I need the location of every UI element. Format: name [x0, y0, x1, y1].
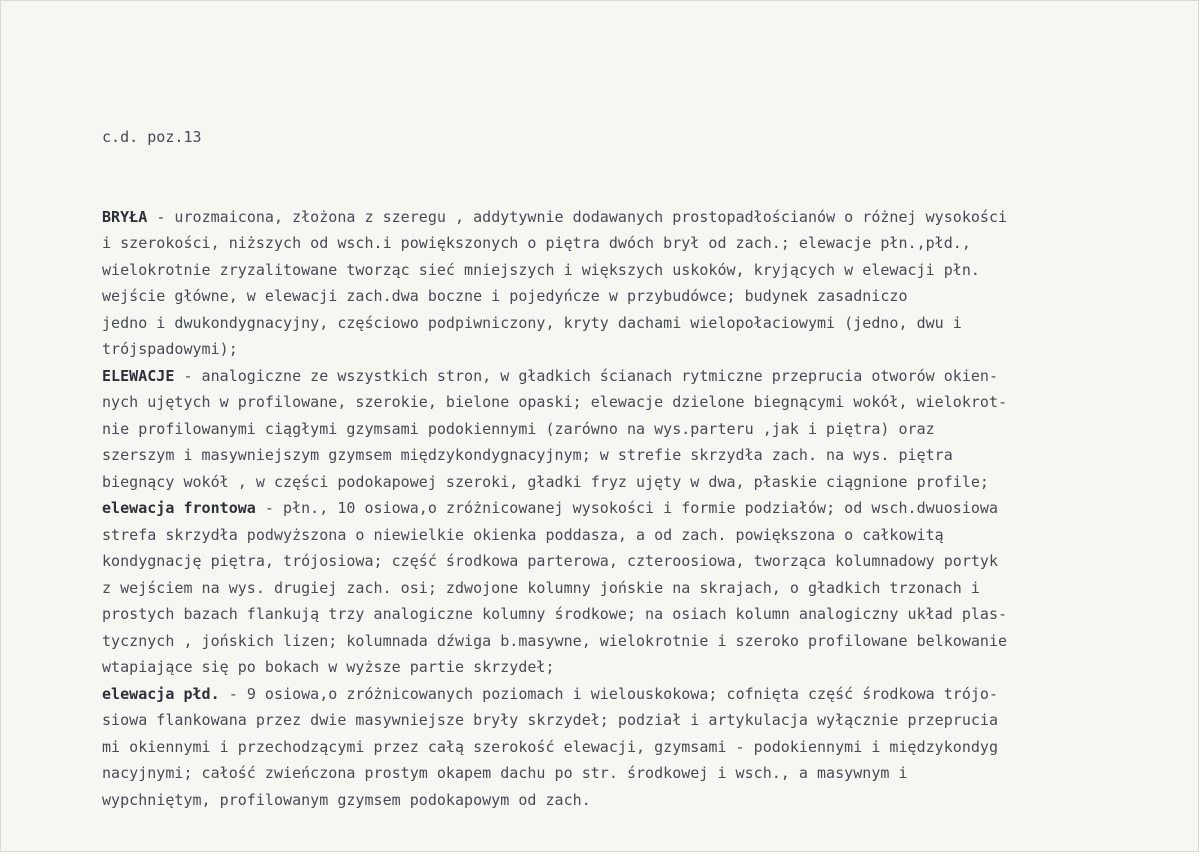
- section-heading: elewacja płd.: [102, 684, 220, 703]
- text-line: [102, 707, 1162, 734]
- line-text: mi okiennymi i przechodzącymi przez całą szerokość elewacji, gzymsami - podokiennymi i międzykondyg: [102, 737, 999, 756]
- text-line: [102, 654, 1162, 681]
- text-line: [102, 548, 1162, 575]
- text-line: [102, 204, 1162, 231]
- text-line: [102, 760, 1162, 787]
- line-text: wypchniętym, profilowanym gzymsem podokapowym od zach.: [102, 790, 591, 809]
- text-line: [102, 310, 1162, 337]
- text-line: [102, 787, 1162, 814]
- line-text: z wejściem na wys. drugiej zach. osi; zdwojone kolumny jońskie na skrajach, o gładkich trzonach i: [102, 578, 980, 597]
- line-text: nacyjnymi; całość zwieńczona prostym okapem dachu po str. środkowej i wsch., a masywnym i: [102, 764, 908, 782]
- text-line: [102, 601, 1162, 628]
- text-line: [102, 363, 1162, 390]
- line-text: trójspadowymi);: [102, 340, 238, 358]
- line-text: biegnący wokół , w części podokapowej szeroki, gładki fryz ujęty w dwa, płaskie ciągnione profile;: [102, 472, 989, 491]
- line-text: nie profilowanymi ciągłymi gzymsami podokiennymi (zarówno na wys.parteru ,jak i piętra) oraz: [102, 419, 935, 438]
- text-line: [102, 681, 1162, 708]
- text-line: [102, 257, 1162, 284]
- text-line: [102, 734, 1162, 761]
- line-text: - urozmaicona, złożona z szeregu , addytywnie dodawanych prostopadłościanów o różnej wysokości: [147, 207, 1008, 226]
- text-line: [102, 389, 1162, 416]
- line-text: wejście główne, w elewacji zach.dwa boczne i pojedyńcze w przybudówce; budynek zasadniczo: [102, 287, 908, 305]
- text-line: [102, 628, 1162, 655]
- text-line: [102, 469, 1162, 496]
- line-text: wielokrotnie zryzalitowane tworząc sieć mniejszych i większych uskoków, kryjących w elewacji płn.: [102, 260, 980, 279]
- text-line: [102, 416, 1162, 443]
- section-heading: elewacja frontowa: [102, 499, 256, 517]
- line-text: nych ujętych w profilowane, szerokie, bielone opaski; elewacje dzielone biegnącymi wokół, wielokrot-: [102, 393, 1008, 411]
- section-heading: BRYŁA: [102, 207, 148, 226]
- line-text: kondygnację piętra, trójosiowa; część środkowa parterowa, czteroosiowa, tworząca kolumnadowy portyk: [102, 552, 999, 570]
- text-line: [102, 336, 1162, 363]
- text-line: [102, 575, 1162, 602]
- line-text: prostych bazach flankują trzy analogiczne kolumny środkowe; na osiach kolumn analogiczny układ plas-: [102, 605, 1008, 623]
- line-text: strefa skrzydła podwyższona o niewielkie okienka poddasza, a od zach. powiększona o całkowitą: [102, 525, 944, 544]
- continuation-header: c.d. poz.13: [102, 128, 202, 146]
- line-text: - 9 osiowa,o zróżnicowanych poziomach i wielouskokowa; cofnięta część środkowa trójo-: [219, 684, 999, 703]
- line-text: jedno i dwukondygnacyjny, częściowo podpiwniczony, kryty dachami wielopołaciowymi (jedno, dwu i: [102, 313, 962, 332]
- section-heading: ELEWACJE: [102, 366, 175, 385]
- text-line: [102, 442, 1162, 469]
- line-text: siowa flankowana przez dwie masywniejsze bryły skrzydeł; podział i artykulacja wyłącznie przeprucia: [102, 711, 999, 729]
- text-line: [102, 522, 1162, 549]
- line-text: - płn., 10 osiowa,o zróżnicowanej wysokości i formie podziałów; od wsch.dwuosiowa: [255, 499, 999, 517]
- line-text: i szerokości, niższych od wsch.i powiększonych o piętra dwóch brył od zach.; elewacje płn.,płd.,: [102, 234, 971, 252]
- line-text: - analogiczne ze wszystkich stron, w gładkich ścianach rytmiczne przeprucia otworów okien-: [174, 366, 999, 385]
- line-text: tycznych , jońskich lizen; kolumnada dźwiga b.masywne, wielokrotnie i szeroko profilowane belkowanie: [102, 631, 1008, 650]
- line-text: szerszym i masywniejszym gzymsem międzykondygnacyjnym; w strefie skrzydła zach. na wys. piętra: [102, 446, 953, 464]
- typed-text-block: [102, 71, 1162, 866]
- line-text: wtapiające się po bokach w wyższe partie skrzydeł;: [102, 658, 555, 676]
- text-line: [102, 283, 1162, 310]
- text-line: [102, 495, 1162, 522]
- text-lines: [102, 204, 1162, 814]
- text-line: [102, 230, 1162, 257]
